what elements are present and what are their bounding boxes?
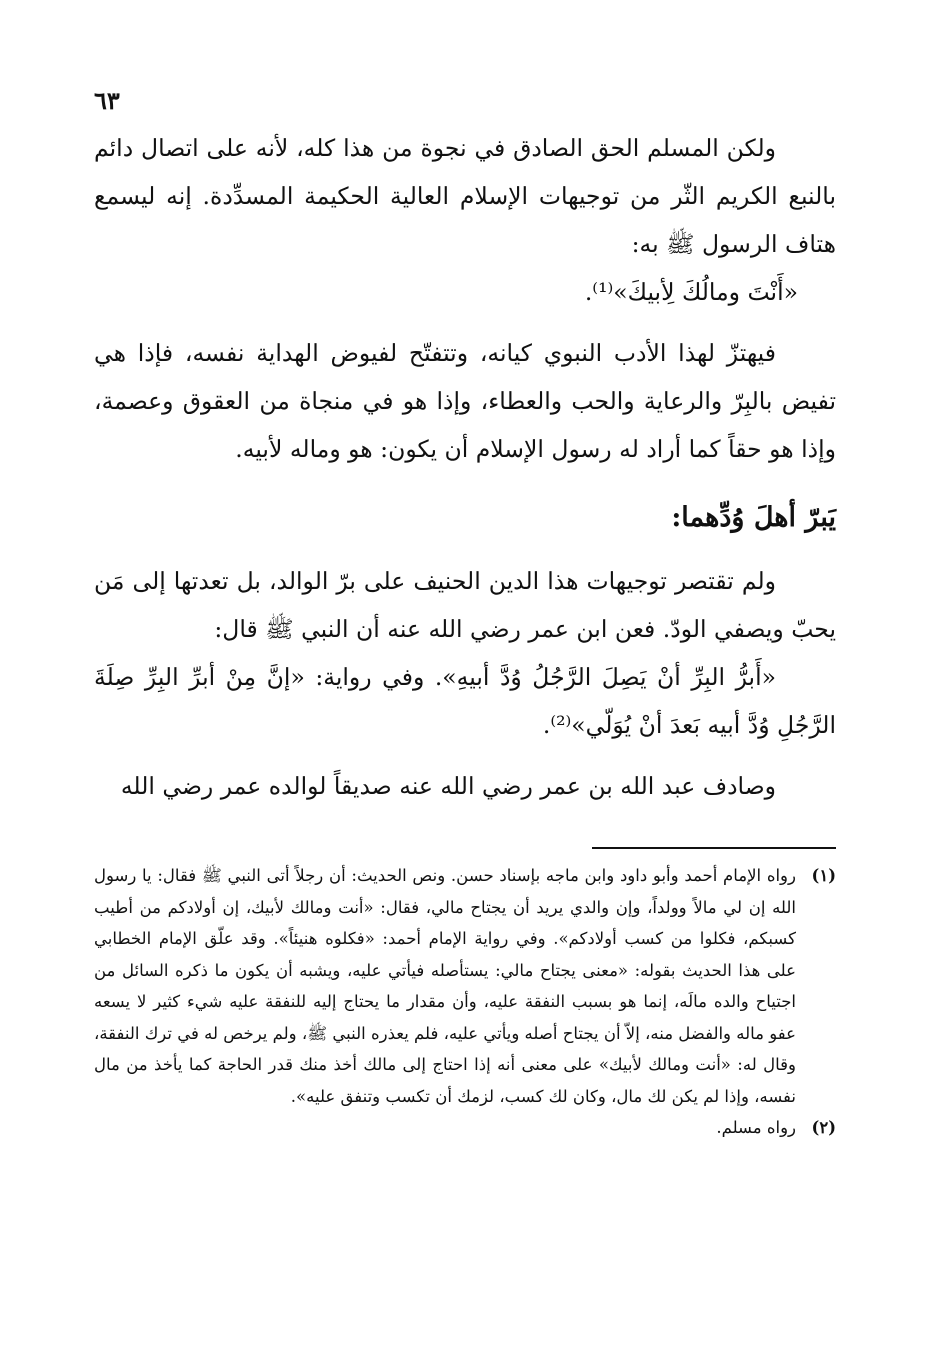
page-number: ٦٣: [94, 86, 120, 115]
section-heading: يَبرّ أهلَ وُدِّهما:: [671, 502, 836, 533]
paragraph-4: وصادف عبد الله بن عمر رضي الله عنه صديقاً لوالده عمر رضي الله: [120, 772, 776, 800]
main-text: [94, 124, 836, 810]
paragraph-3: ولم تقتصر توجيهات هذا الدين الحنيف على برّ الوالد، بل تعدتها إلى مَن يحبّ ويصفي الودّ. فعن ابن عمر رضي الله عنه أن النبي ﷺ قال:: [94, 567, 836, 643]
footnote-2-text: رواه مسلم.: [716, 1118, 796, 1137]
hadith-quote-2: «أَبرُّ البِرِّ أنْ يَصِلَ الرَّجُلُ وُدَّ أبيهِ». وفي رواية: «إنَّ مِنْ أبرِّ البِرِّ صِلَةَ الرَّجُلِ وُدَّ أبيه بَعدَ أنْ يُوَلّي»⁽²⁾.: [94, 663, 836, 739]
footnote-2: [94, 1112, 836, 1144]
paragraph-2: فيهتزّ لهذا الأدب النبوي كيانه، وتتفتّح لفيوض الهداية نفسه، فإذا هي تفيض بالبِرّ والرعاية والحب والعطاء، وإذا هو في منجاة من العقوق وعصمة، وإذا هو حقاً كما أراد له رسول الإسلام أن يكون: هو وماله لأبيه.: [94, 339, 836, 463]
footnote-1-text: رواه الإمام أحمد وأبو داود وابن ماجه بإسناد حسن. ونص الحديث: أن رجلاً أتى النبي ﷺ فقال: يا رسول الله إن لي مالاً وولداً، وإن والدي يريد أن يجتاح مالي، فقال: «أنت ومالك لأبيك، إن أولادكم من أطيب كسبكم، فكلوا من كسب أولادكم». وفي رواية الإمام أحمد: «فكلوه هنيئاً». وقد علّق الإمام الخطابي على هذا الحديث بقوله: «معنى يجتاح مالي: يستأصله فيأتي عليه، ويشبه أن يكون ما ذكره السائل من اجتياح والده مالَه، إنما هو بسبب النفقة عليه، وأن مقدار ما يحتاج إليه للنفقة عليه شيء كثير لا يسعه عفو ماله والفضل منه، إلاّ أن يجتاح أصله ويأتي عليه، فلم يعذره النبي ﷺ، ولم يرخص له في ترك النفقة، وقال له: «أنت ومالك لأبيك» على معنى أنه إذا احتاج إلى مالك أخذ منك قدر الحاجة كما يأخذ من مال نفسه، وإذا لم يكن لك مال، وكان لك كسب، لزمك أن تكسب وتنفق عليه».: [94, 866, 796, 1106]
paragraph-1: ولكن المسلم الحق الصادق في نجوة من هذا كله، لأنه على اتصال دائم بالنبع الكريم الثّر من توجيهات الإسلام العالية الحكيمة المسدِّدة. إنه ليسمع هتاف الرسول ﷺ به:: [94, 134, 836, 258]
footnote-1-number: (١): [811, 866, 836, 885]
footnote-1: [94, 860, 836, 1112]
footnote-2-number: (٢): [811, 1118, 836, 1137]
footnote-separator: [592, 847, 836, 849]
hadith-quote-1: «أَنْتَ ومالُكَ لِأبيكَ»⁽¹⁾.: [584, 278, 798, 306]
footnotes: [94, 860, 836, 1144]
